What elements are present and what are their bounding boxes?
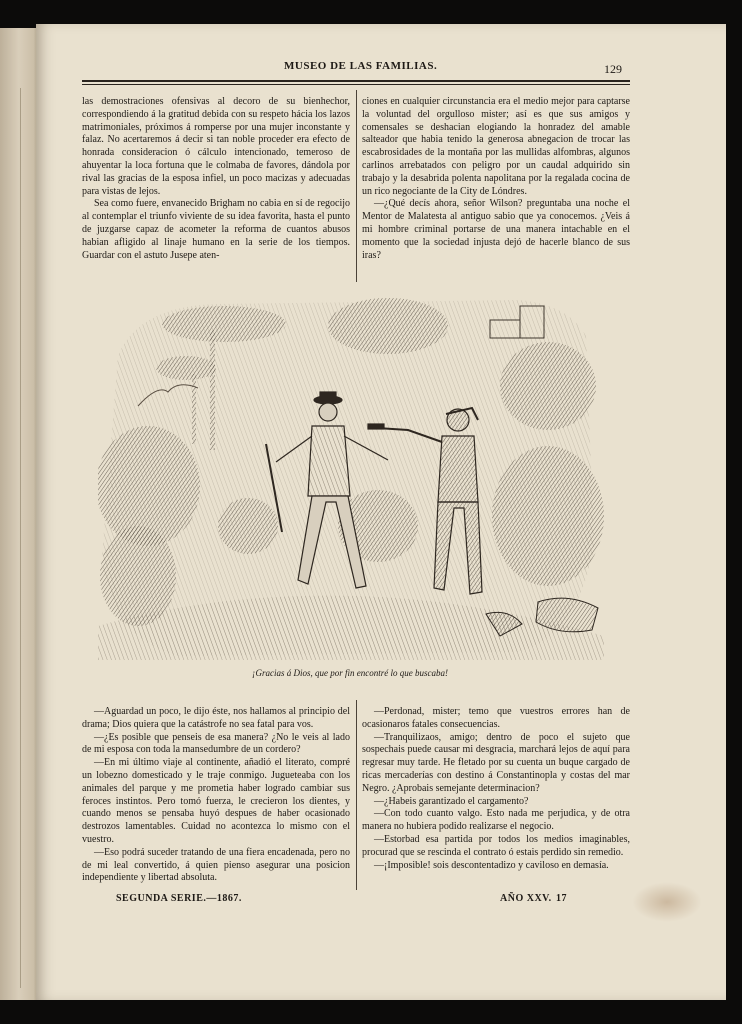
engraving-illustration bbox=[98, 296, 604, 660]
paragraph: —¡Imposible! sois descontentadizo y caviloso en demasía. bbox=[374, 859, 609, 871]
column-divider-top bbox=[356, 90, 357, 282]
paragraph: —Aguardad un poco, le dijo éste, nos hallamos al principio del drama; Dios quiera que la catástrofe no sea fatal para vos. bbox=[82, 706, 350, 730]
paragraph: —¿Qué decís ahora, señor Wilson? preguntaba una noche el Mentor de Malatesta al antiguo sabio que ya conocemos. ¿Veis á mi hombre criminal portarse de una manera intachable en el momento que la sociedad injusta dejó de hacerle blanco de sus iras? bbox=[362, 198, 630, 261]
paragraph: —Tranquilizaos, amigo; dentro de poco el sujeto que sospechais puede causar mi desgracia, marchará lejos de aquí para regresar muy tarde. He fletado por su cuenta un buque cargado de ricas mercaderías con destino á Constantinopla y costas del mar Negro. ¿Aprobais semejante determinacion? bbox=[362, 731, 630, 794]
paragraph: —¿Es posible que penseis de esa manera? ¿No le veis al lado de mi esposa con toda la mansedumbre de un cordero? bbox=[82, 731, 350, 756]
paragraph: —Con todo cuanto valgo. Esto nada me perjudica, y de otra manera no hubiera podido realizarse el negocio. bbox=[362, 808, 630, 833]
paragraph: ciones en cualquier circunstancia era el medio mejor para captarse la voluntad del orgulloso mister; así es que sus amigos y comensales se deshacian elogiando la honradez del amable salteador que habia tenido la generosa abnegacion de trocar las escabrosidades de la montaña por las mullidas alfombras, algunos carlinos arrebatados con peligro por un caudal adquirido sin trabajo y la desabrida polenta napolitana por la regalada cocina de un rico negociante de la City de Lóndres. bbox=[362, 96, 630, 197]
footer-signature: 17 bbox=[556, 893, 567, 904]
header-rule bbox=[82, 80, 630, 82]
paragraph: —Perdonad, mister; temo que vuestros errores han de ocasionaros fatales consecuencias. bbox=[362, 706, 630, 730]
illustration-caption: ¡Gracias á Dios, que por fin encontré lo que buscaba! bbox=[252, 668, 448, 678]
paper-stain bbox=[632, 882, 702, 922]
paragraph: Sea como fuere, envanecido Brigham no cabia en sí de regocijo al contemplar el triunfo viviente de su idea favorita, hasta el punto de juzgarse capaz de acometer la reforma de cuantos abusos habian afligido al linaje humano en la serie de los tiempos. Guardar con el astuto Jusepe aten- bbox=[82, 198, 350, 261]
bottom-left-column bbox=[82, 706, 350, 885]
footer-series: SEGUNDA SERIE.—1867. bbox=[116, 893, 242, 904]
paragraph: —Eso podrá suceder tratando de una fiera encadenada, pero no de mi leal convertido, á quien pienso asegurar una posicion independiente y libertad absoluta. bbox=[82, 846, 350, 884]
paragraph: —Estorbad esa partida por todos los medios imaginables, procurad que se rescinda el contrato ó estais perdido sin remedio. bbox=[362, 833, 630, 858]
running-title: MUSEO DE LAS FAMILIAS. bbox=[284, 60, 438, 72]
bottom-right-column bbox=[362, 706, 630, 872]
column-divider-bottom bbox=[356, 700, 357, 890]
top-right-column bbox=[362, 96, 630, 262]
footer-year: AÑO XXV. bbox=[500, 893, 552, 904]
header-rule-thin bbox=[82, 84, 630, 85]
page-number: 129 bbox=[604, 62, 622, 76]
paragraph: —En mi último viaje al continente, añadió el literato, compré un lobezno domesticado y le traje conmigo. Jugueteaba con los animales del parque y me prometia haber logrado cambiar sus feroces instintos. Pero tomó fuerza, le crecieron los dientes, y cuando menos se pensaba huyó despues de haber ocasionado destrozos lamentables. Cuidad no acontezca lo mismo con el vuestro. bbox=[82, 757, 350, 845]
top-left-column bbox=[82, 96, 350, 262]
paragraph: las demostraciones ofensivas al decoro de su bienhechor, correspondiendo á la gratitud debida con su respeto hácia los lazos matrimoniales, próximos á romperse por una mujer inconstante y falaz. No acertaremos á decir si tan noble proceder era efecto de honrada consideracion ó cálculo intencionado, temeroso de ahuyentar la loca fortuna que le colmaba de favores, dándola por rival las gracias de la esposa infiel, un poco macizas y adecuadas para vistas de lejos. bbox=[82, 96, 350, 197]
page-edge-line bbox=[20, 88, 21, 988]
paragraph: —¿Habeis garantizado el cargamento? bbox=[374, 795, 529, 807]
